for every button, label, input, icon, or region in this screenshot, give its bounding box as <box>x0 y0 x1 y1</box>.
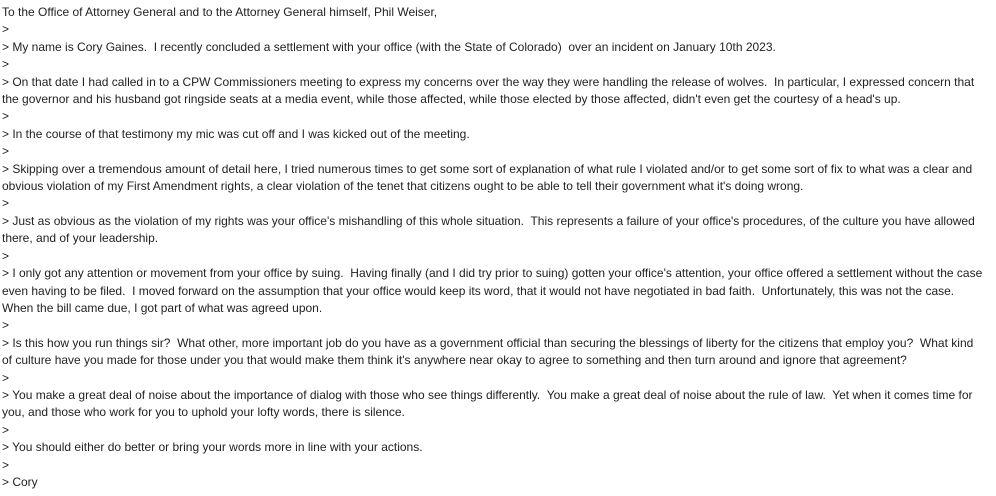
quote-marker: > <box>2 57 10 72</box>
quote-marker: > <box>2 248 10 263</box>
intro-paragraph: > My name is Cory Gaines. I recently concluded a settlement with your office (with the State of Colorado) over an incident on January 10th 2023. <box>2 39 776 54</box>
background-paragraph: > On that date I had called in to a CPW Commissioners meeting to express my concerns over the way they were handling the release of wolves. In particular, I expressed concern that the governor and his husband got ringside seats at a media event, while those affected, while those elected by those affected, didn't even get the courtesy of a head's up. <box>2 74 978 107</box>
explanation-paragraph: > Skipping over a tremendous amount of detail here, I tried numerous times to get some sort of explanation of what rule I violated and/or to get some sort of fix to what was a clear and obvious violation of my First Amendment rights, a clear violation of the tenet that citizens ought to be able to tell their government what it's doing wrong. <box>2 161 976 194</box>
quote-marker: > <box>2 196 10 211</box>
quote-marker: > <box>2 109 10 124</box>
quote-marker: > <box>2 370 10 385</box>
quote-marker: > <box>2 422 10 437</box>
question-paragraph: > Is this how you run things sir? What other, more important job do you have as a government official than securing the blessings of liberty for the citizens that employ you? What kind of culture have you made for those under you that would make them think it's anywhere near okay to agree to something and then turn around and ignore that agreement? <box>2 335 977 368</box>
dialog-paragraph: > You make a great deal of noise about the importance of dialog with those who see things differently. You make a great deal of noise about the rule of law. Yet when it comes time for you, and those who work for you to uphold your lofty words, there is silence. <box>2 387 976 420</box>
greeting-line: To the Office of Attorney General and to the Attorney General himself, Phil Weiser, <box>2 5 438 19</box>
signature-line: > Cory <box>2 474 38 489</box>
incident-paragraph: > In the course of that testimony my mic was cut off and I was kicked out of the meeting. <box>2 126 470 141</box>
settlement-paragraph: > I only got any attention or movement from your office by suing. Having finally (and I did try prior to suing) gotten your office's attention, your office offered a settlement without the case even having to be filed. I moved forward on the assumption that your office would keep its word, that it would not have negotiated in bad faith. Unfortunately, this was not the case. When the bill came due, I got part of what was agreed upon. <box>2 266 986 315</box>
quote-marker: > <box>2 144 10 159</box>
quote-marker: > <box>2 457 10 472</box>
closing-paragraph: > You should either do better or bring your words more in line with your actions. <box>2 440 423 455</box>
quote-marker: > <box>2 22 10 37</box>
quote-marker: > <box>2 318 10 333</box>
mishandling-paragraph: > Just as obvious as the violation of my rights was your office's mishandling of this whole situation. This represents a failure of your office's procedures, of the culture you have allowed there, and of your leadership. <box>2 213 979 246</box>
